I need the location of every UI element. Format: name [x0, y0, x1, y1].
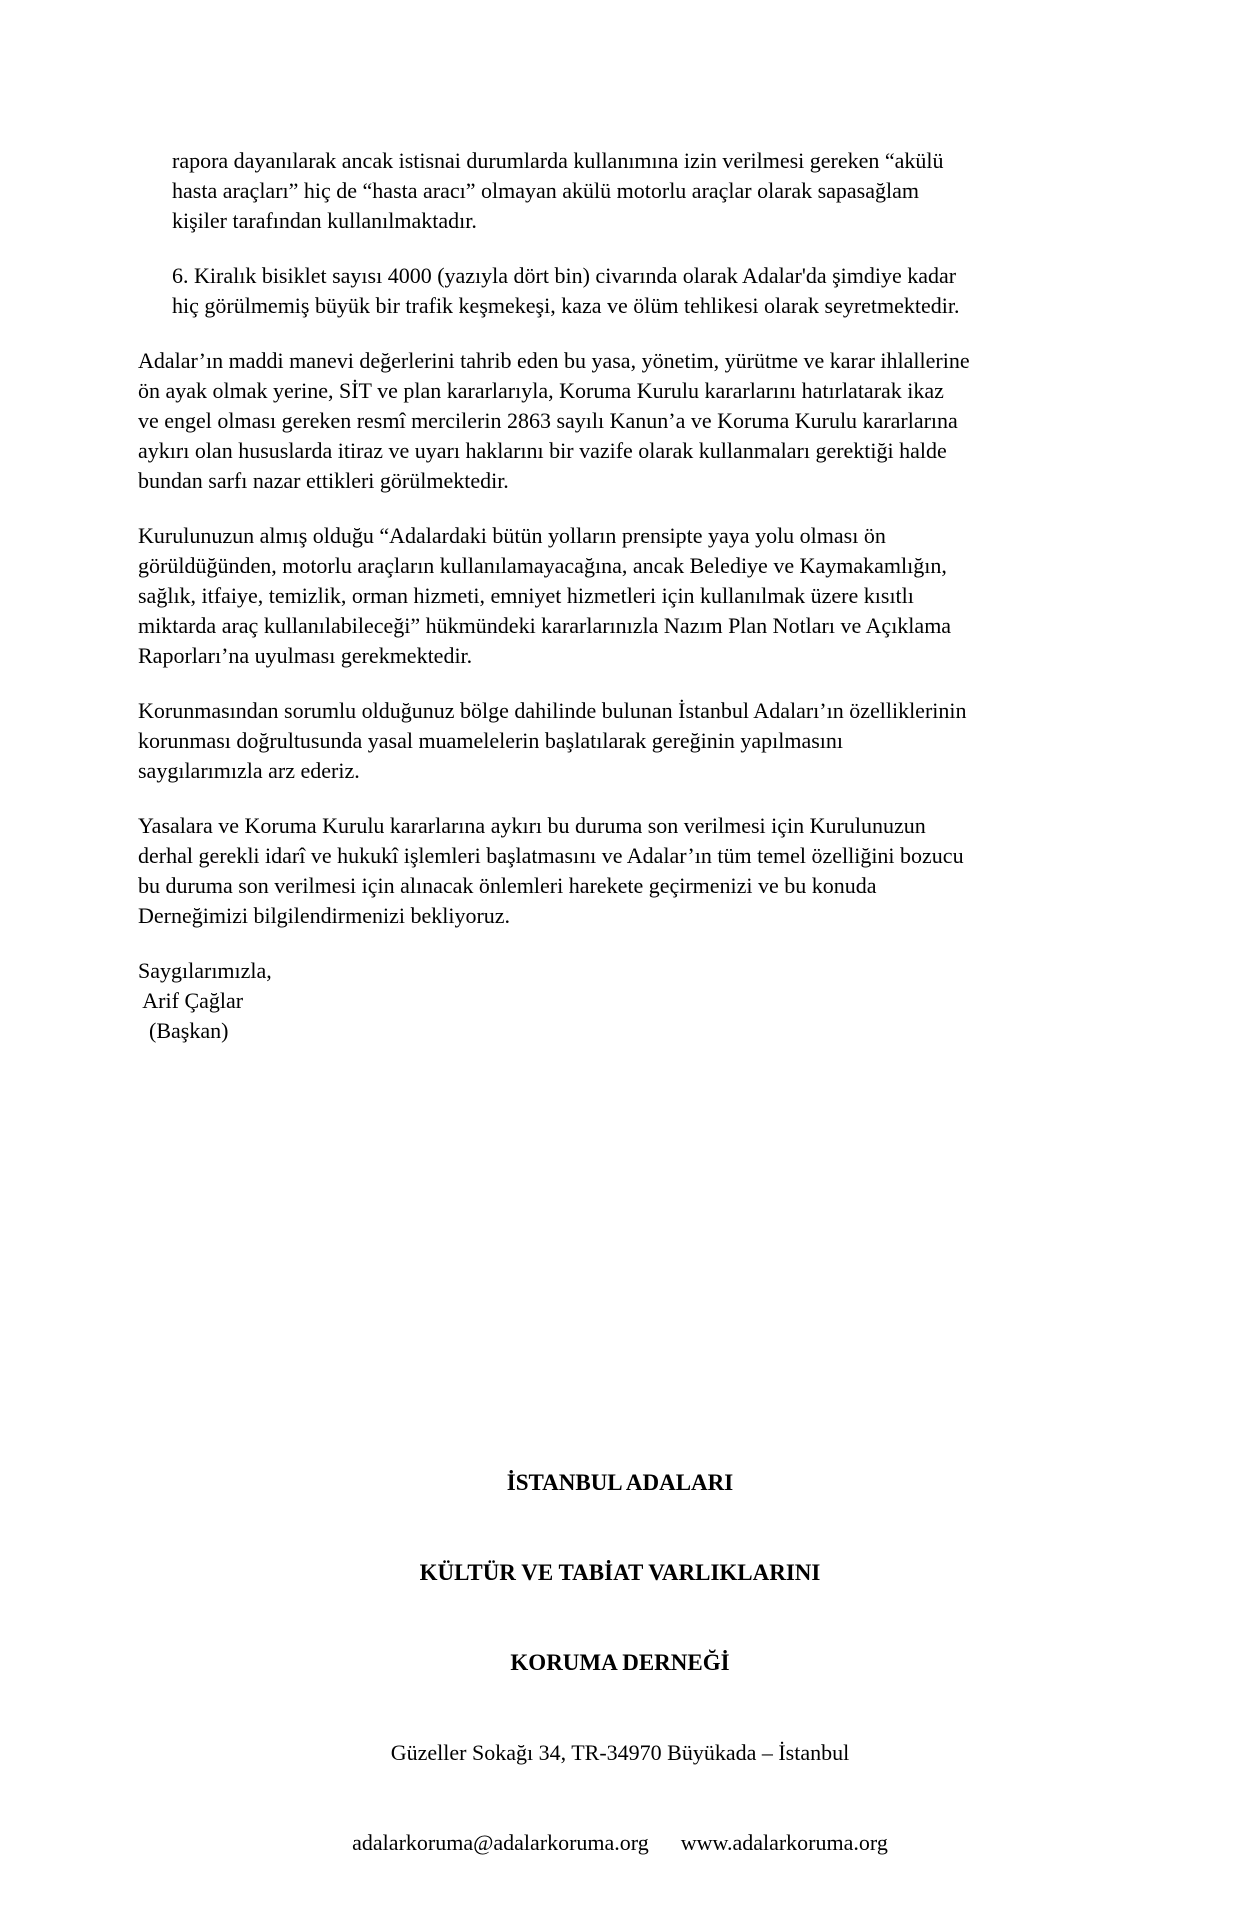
paragraph-ihlaller — [138, 346, 1133, 496]
text-line: Korunmasından sorumlu olduğunuz bölge dahilinde bulunan İstanbul Adaları’ın özelliklerinin — [138, 698, 967, 723]
text-line: miktarda araç kullanılabileceği” hükmündeki kararlarınızla Nazım Plan Notları ve Açıklama — [138, 613, 952, 638]
org-name-line-1: İSTANBUL ADALARI — [506, 1470, 734, 1495]
text-line: Kurulunuzun almış olduğu “Adalardaki bütün yolların prensipte yaya yolu olması ön — [138, 523, 886, 548]
text-line: aykırı olan hususlarda itiraz ve uyarı haklarını bir vazife olarak kullanmaları gerektiği halde — [138, 438, 947, 463]
text-line: Derneğimizi bilgilendirmenizi bekliyoruz. — [138, 903, 511, 928]
text-line: Raporları’na uyulması gerekmektedir. — [138, 643, 473, 668]
org-contact-line — [0, 1828, 1240, 1858]
text-line: sağlık, itfaiye, temizlik, orman hizmeti, emniyet hizmetleri için kullanılmak üzere kısıtlı — [138, 583, 914, 608]
text-line: saygılarımızla arz ederiz. — [138, 758, 360, 783]
text-line: kişiler tarafından kullanılmaktadır. — [172, 208, 477, 233]
numbered-item-6 — [138, 261, 1133, 321]
signature-block — [138, 956, 1133, 1046]
text-line: rapora dayanılarak ancak istisnai durumlarda kullanımına izin verilmesi gereken “akülü — [172, 148, 944, 173]
letter-body — [138, 146, 1133, 1046]
paragraph-islem-talebi — [138, 811, 1133, 931]
org-name-line-3: KORUMA DERNEĞİ — [510, 1650, 730, 1675]
signer-name: Arif Çağlar — [138, 988, 244, 1013]
text-line: görüldüğünden, motorlu araçların kullanılamayacağına, ancak Belediye ve Kaymakamlığın, — [138, 553, 947, 578]
org-address: Güzeller Sokağı 34, TR-34970 Büyükada – İstanbul — [390, 1740, 850, 1765]
paragraph-akulu-araclar — [138, 146, 1133, 236]
text-line: derhal gerekli idarî ve hukukî işlemleri başlatmasını ve Adalar’ın tüm temel özelliğini bozucu — [138, 843, 964, 868]
text-line: bu duruma son verilmesi için alınacak önlemleri harekete geçirmenizi ve bu konuda — [138, 873, 877, 898]
text-line: Adalar’ın maddi manevi değerlerini tahrib eden bu yasa, yönetim, yürütme ve karar ihlallerine — [138, 348, 970, 373]
org-email: adalarkoruma@adalarkoruma.org — [352, 1830, 649, 1855]
paragraph-korunma-talebi — [138, 696, 1133, 786]
letterhead-footer — [0, 1408, 1240, 1918]
signer-title: (Başkan) — [138, 1018, 229, 1043]
text-line: ve engel olması gereken resmî mercilerin 2863 sayılı Kanun’a ve Koruma Kurulu kararlarına — [138, 408, 958, 433]
text-line: ön ayak olmak yerine, SİT ve plan kararlarıyla, Koruma Kurulu kararlarını hatırlatarak ikaz — [138, 378, 944, 403]
text-line: hasta araçları” hiç de “hasta aracı” olmayan akülü motorlu araçlar olarak sapasağlam — [172, 178, 920, 203]
text-line: bundan sarfı nazar ettikleri görülmektedir. — [138, 468, 509, 493]
text-line: korunması doğrultusunda yasal muamelelerin başlatılarak gereğinin yapılmasını — [138, 728, 844, 753]
org-name-line-2: KÜLTÜR VE TABİAT VARLIKLARINI — [419, 1560, 821, 1585]
text-line: hiç görülmemiş büyük bir trafik keşmekeşi, kaza ve ölüm tehlikesi olarak seyretmektedir. — [172, 293, 960, 318]
closing-salutation: Saygılarımızla, — [138, 958, 272, 983]
text-line: 6. Kiralık bisiklet sayısı 4000 (yazıyla dört bin) civarında olarak Adalar'da şimdiye kadar — [172, 263, 957, 288]
org-website: www.adalarkoruma.org — [680, 1830, 888, 1855]
paragraph-kurul-karari — [138, 521, 1133, 671]
text-line: Yasalara ve Koruma Kurulu kararlarına aykırı bu duruma son verilmesi için Kurulunuzun — [138, 813, 926, 838]
